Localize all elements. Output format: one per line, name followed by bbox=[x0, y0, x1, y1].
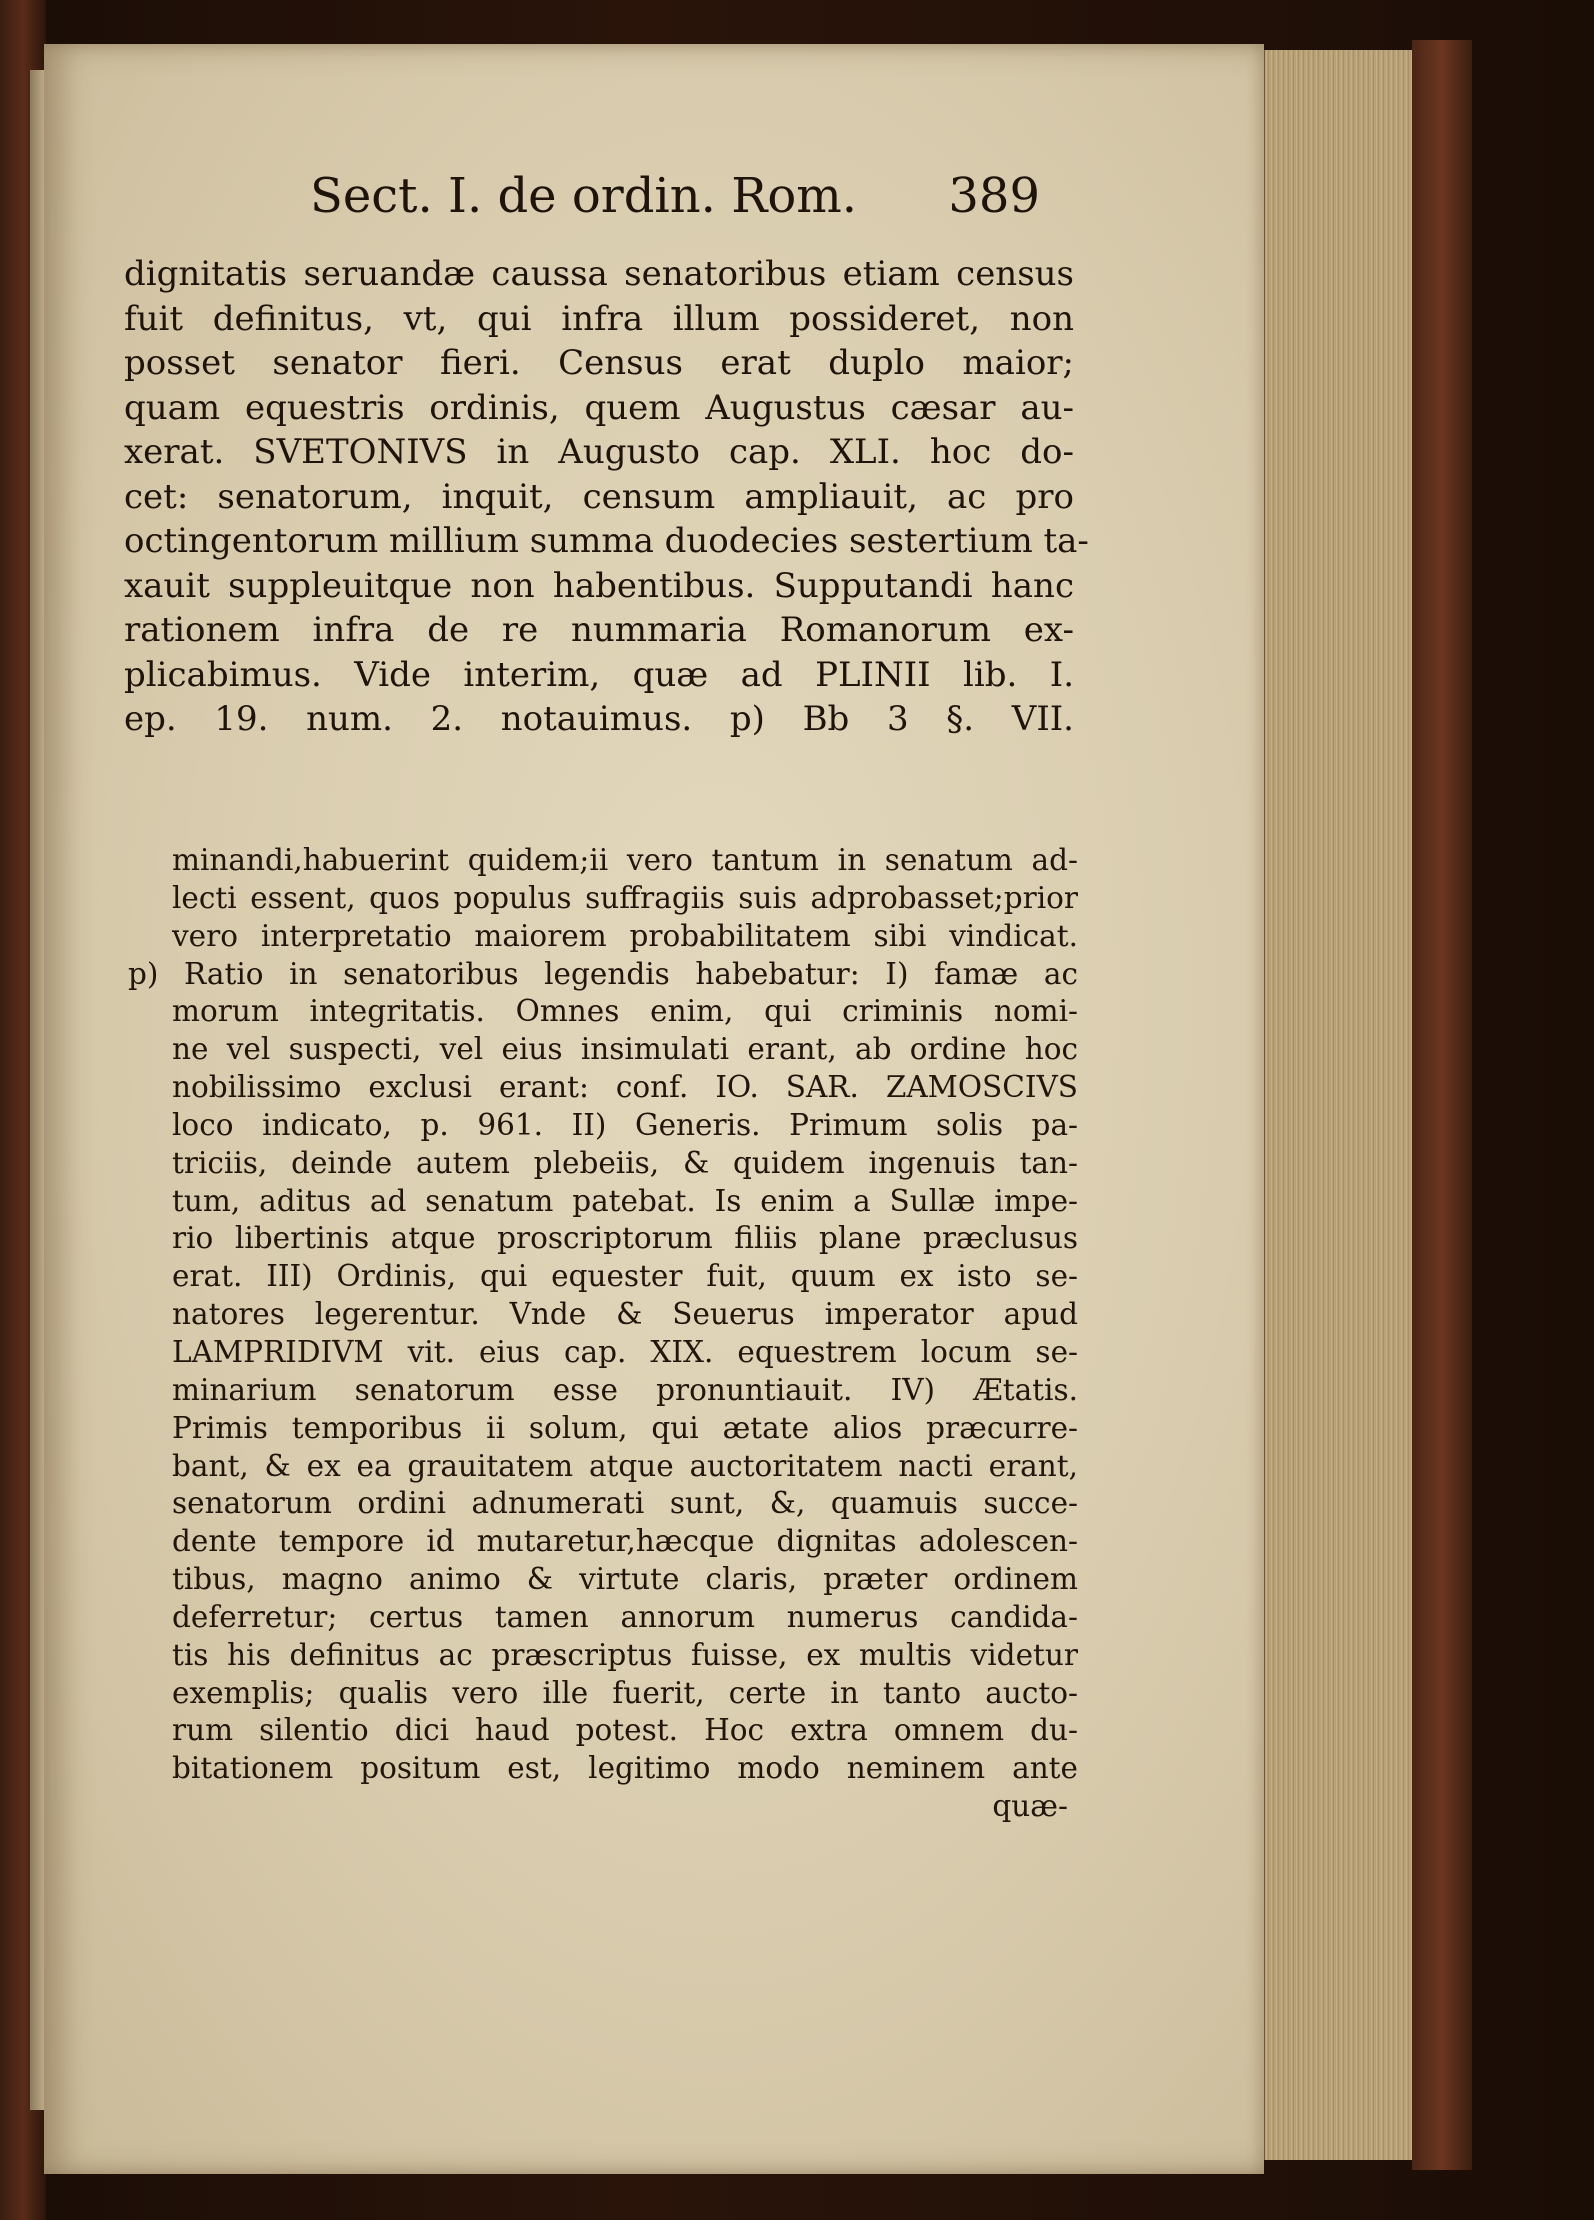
main-line: octingentorum millium summa duodecies sestertium ta- bbox=[124, 521, 1089, 561]
note-line: senatorum ordini adnumerati sunt, &, quamuis succe- bbox=[172, 1486, 1078, 1521]
note-line: bant, & ex ea grauitatem atque auctoritatem nacti erant, bbox=[172, 1448, 1078, 1483]
note-line: tis his definitus ac præscriptus fuisse, ex multis videtur bbox=[172, 1637, 1078, 1672]
main-line: xerat. SVETONIVS in Augusto cap. XLI. hoc do- bbox=[124, 432, 1074, 472]
main-line: rationem infra de re nummaria Romanorum ex- bbox=[124, 610, 1074, 650]
note-line: vero interpretatio maiorem probabilitatem sibi vindicat. bbox=[172, 918, 1078, 953]
note-line: LAMPRIDIVM vit. eius cap. XIX. equestrem locum se- bbox=[172, 1334, 1078, 1369]
note-line: nobilissimo exclusi erant: conf. IO. SAR. ZAMOSCIVS bbox=[172, 1070, 1078, 1105]
note-line: triciis, deinde autem plebeiis, & quidem ingenuis tan- bbox=[172, 1145, 1078, 1180]
note-line: natores legerentur. Vnde & Seuerus imperator apud bbox=[172, 1297, 1078, 1332]
note-line: tum, aditus ad senatum patebat. Is enim a Sullæ impe- bbox=[172, 1183, 1078, 1218]
main-line: fuit definitus, vt, qui infra illum possideret, non bbox=[124, 298, 1074, 339]
note-line: tibus, magno animo & virtute claris, præter ordinem bbox=[172, 1562, 1078, 1597]
note-line: ne vel suspecti, vel eius insimulati erant, ab ordine hoc bbox=[172, 1032, 1078, 1067]
note-line: rum silentio dici haud potest. Hoc extra omnem du- bbox=[172, 1713, 1078, 1748]
main-line: xauit suppleuitque non habentibus. Supputandi hanc bbox=[124, 565, 1074, 606]
note-line: minandi,habuerint quidem;ii vero tantum in senatum ad- bbox=[172, 843, 1078, 877]
page-number: 389 bbox=[948, 168, 1040, 224]
footnote-block bbox=[128, 842, 1078, 1826]
main-line: cet: senatorum, inquit, censum ampliauit, ac pro bbox=[124, 476, 1074, 517]
running-head bbox=[300, 160, 1060, 230]
main-line-signature: ep. 19. num. 2. notauimus. p) Bb 3 §. VII. bbox=[124, 699, 1074, 739]
page-block-edges bbox=[1262, 50, 1415, 2160]
main-line: dignitatis seruandæ caussa senatoribus etiam census bbox=[124, 254, 1074, 294]
note-line: rio libertinis atque proscriptorum filiis plane præclusus bbox=[172, 1221, 1078, 1256]
note-line: dente tempore id mutaretur,hæcque dignitas adolescen- bbox=[172, 1524, 1078, 1559]
note-line: p) Ratio in senatoribus legendis habebatur: I) famæ ac bbox=[128, 956, 1078, 991]
main-text-block bbox=[124, 252, 1089, 742]
running-head-title: Sect. I. de ordin. Rom. bbox=[310, 168, 858, 224]
note-line: Primis temporibus ii solum, qui ætate alios præcurre- bbox=[172, 1410, 1078, 1445]
note-line: deferretur; certus tamen annorum numerus candida- bbox=[172, 1599, 1078, 1634]
right-cover-edge bbox=[1412, 40, 1472, 2170]
main-line: posset senator fieri. Census erat duplo maior; bbox=[124, 343, 1074, 383]
main-line: quam equestris ordinis, quem Augustus cæsar au- bbox=[124, 387, 1074, 428]
main-line: plicabimus. Vide interim, quæ ad PLINII lib. I. bbox=[124, 654, 1074, 695]
note-line: minarium senatorum esse pronuntiauit. IV) Ætatis. bbox=[172, 1372, 1078, 1407]
note-line: erat. III) Ordinis, qui equester fuit, quum ex isto se- bbox=[172, 1259, 1078, 1294]
catchword: quæ- bbox=[992, 1789, 1068, 1824]
note-line: exemplis; qualis vero ille fuerit, certe in tanto aucto- bbox=[172, 1675, 1078, 1710]
note-line: bitationem positum est, legitimo modo neminem ante bbox=[172, 1751, 1078, 1786]
note-line: morum integritatis. Omnes enim, qui criminis nomi- bbox=[172, 994, 1078, 1029]
note-line: loco indicato, p. 961. II) Generis. Primum solis pa- bbox=[172, 1107, 1078, 1142]
note-line: lecti essent, quos populus suffragiis suis adprobasset;prior bbox=[172, 880, 1078, 915]
